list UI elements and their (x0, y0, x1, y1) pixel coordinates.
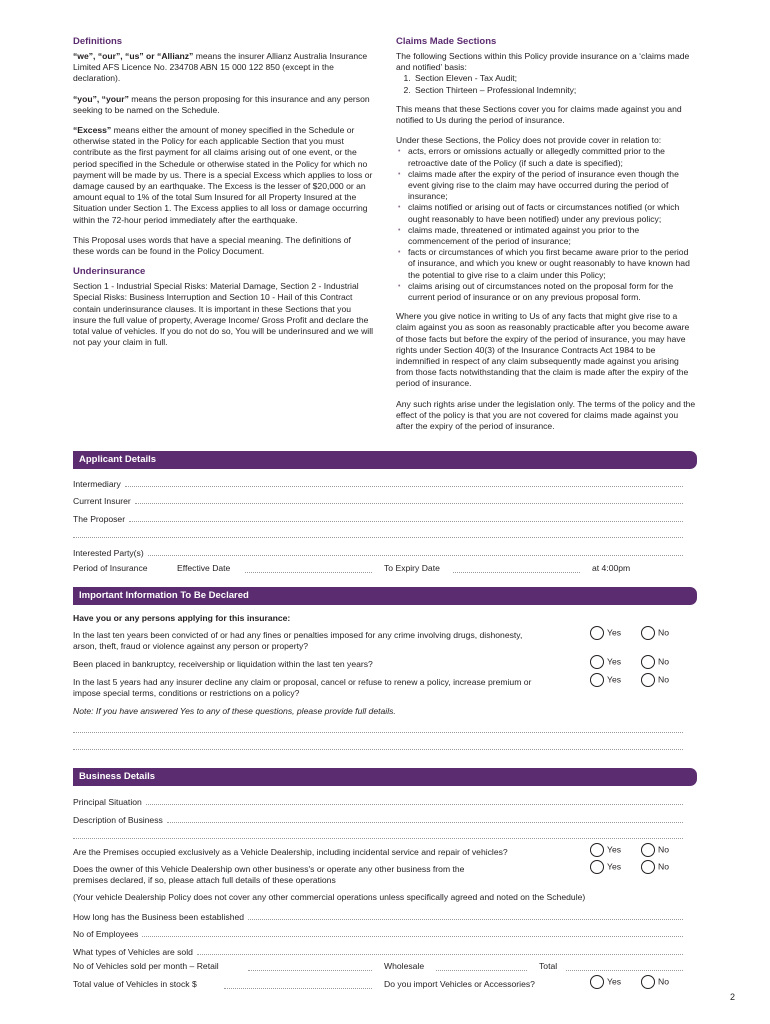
claims-made-heading: Claims Made Sections (396, 36, 497, 47)
convictions-no[interactable]: No (641, 626, 669, 642)
right-column (396, 36, 696, 441)
import-question: Do you import Vehicles or Accessories? (384, 979, 535, 989)
intermediary-input[interactable] (125, 477, 683, 487)
principal-situation-input[interactable] (146, 795, 683, 805)
question-insurer-decline: In the last 5 years had any insurer decline any claim or proposal, cancel or refuse to renew a policy, increase premium or impose special terms, conditions or restrictions on a policy? (73, 677, 532, 699)
bankruptcy-yes[interactable]: Yes (590, 655, 621, 671)
current-insurer-label: Current Insurer (73, 495, 131, 506)
wholesale-label: Wholesale (384, 961, 425, 971)
radio-circle-icon[interactable] (641, 655, 655, 669)
radio-circle-icon[interactable] (590, 626, 604, 640)
retail-sold-input[interactable] (248, 970, 372, 971)
business-established-field[interactable] (73, 909, 683, 923)
period-label: Period of Insurance (73, 563, 148, 573)
definition-we: “we”, “our”, “us” or “Allianz” means the insurer Allianz Australia Insurance Limited AFS Licence No. 234708 ABN 15 000 122 850 (except in the declaration). (73, 51, 368, 84)
radio-circle-icon[interactable] (590, 975, 604, 989)
radio-circle-icon[interactable] (641, 626, 655, 640)
effective-date-label: Effective Date (177, 563, 231, 573)
effective-date-input[interactable] (245, 572, 372, 573)
radio-circle-icon[interactable] (590, 655, 604, 669)
proposer-input[interactable] (129, 512, 683, 522)
description-input[interactable] (167, 813, 683, 823)
insurer-decline-no[interactable]: No (641, 673, 669, 689)
important-lead: Have you or any persons applying for this insurance: (73, 613, 291, 623)
total-label: Total (539, 961, 558, 971)
employees-field[interactable] (73, 926, 683, 940)
employees-input[interactable] (142, 927, 683, 937)
other-business-yes[interactable]: Yes (590, 860, 621, 876)
underinsurance-text: Section 1 - Industrial Special Risks: Material Damage, Section 2 - Industrial Special Risks: Business Interruption and Section 10 - Hail of this Contract contain underinsurance clauses. It is important in these Sections that you insure the full value of property, Average Income/ Gross Profit and declare the total value of vehicles. If you do not do so, You will be underinsured and we will not pay your claim in full. (73, 281, 374, 348)
principal-situation-label: Principal Situation (73, 796, 142, 807)
list-item: 1. Section Eleven - Tax Audit; (413, 73, 696, 84)
current-insurer-input[interactable] (135, 494, 683, 504)
business-established-input[interactable] (248, 910, 683, 920)
question-convictions: In the last ten years been convicted of or had any fines or penalties imposed for any crime involving drugs, dishonesty, arson, theft, fraud or violence against any person or property? (73, 630, 523, 652)
definitions-heading: Definitions (73, 36, 123, 47)
important-info-banner: Important Information To Be Declared (73, 587, 697, 605)
premises-no[interactable]: No (641, 843, 669, 859)
claims-notice: Where you give notice in writing to Us of any facts that might give rise to a claim against you as soon as reasonably practicable after you become aware of those facts but before the expiry of the period of insurance, you may have rights under Section 40(3) of the Insurance Contracts Act 1984 to be indemnified in respect of any claim subsequently made against you arising from those facts notwithstanding that the claim is made after the expiry of the period of insurance. (396, 311, 690, 389)
question-bankruptcy: Been placed in bankruptcy, receivership or liquidation within the last ten years? (73, 659, 373, 669)
interested-party-input[interactable] (148, 546, 683, 556)
expiry-date-input[interactable] (453, 572, 580, 573)
import-yes[interactable]: Yes (590, 975, 621, 991)
claims-means: This means that these Sections cover you for claims made against you and notified to Us during the period of insurance. (396, 103, 682, 126)
details-line-2[interactable] (73, 749, 683, 750)
interested-party-label: Interested Party(s) (73, 547, 144, 558)
policy-note: (Your vehicle Dealership Policy does not cover any other commercial operations unless specifically agreed and noted on the Schedule) (73, 892, 586, 902)
radio-circle-icon[interactable] (641, 860, 655, 874)
list-item: 2. Section Thirteen – Professional Indemnity; (413, 85, 696, 96)
expiry-time-label: at 4:00pm (592, 563, 631, 573)
insurer-decline-yes[interactable]: Yes (590, 673, 621, 689)
underinsurance-heading: Underinsurance (73, 266, 146, 278)
intermediary-label: Intermediary (73, 478, 121, 489)
page-number: 2 (730, 992, 736, 1002)
description-label: Description of Business (73, 814, 163, 825)
applicant-details-banner: Applicant Details (73, 451, 697, 469)
intermediary-field[interactable] (73, 476, 683, 490)
question-premises: Are the Premises occupied exclusively as a Vehicle Dealership, including incidental service and repair of vehicles? (73, 847, 508, 857)
claims-exclusions-list (396, 146, 696, 303)
definition-you: “you”, “your” means the person proposing for this insurance and any person seeking to be named on the Schedule. (73, 93, 370, 115)
list-item: • acts, errors or omissions actually or allegedly committed prior to the retroactive date of the Policy (if such a date is specified); (408, 146, 696, 168)
proposer-field[interactable] (73, 511, 683, 525)
radio-circle-icon[interactable] (590, 843, 604, 857)
details-line-1[interactable] (73, 732, 683, 733)
vehicle-types-input[interactable] (197, 945, 683, 955)
radio-circle-icon[interactable] (641, 843, 655, 857)
stock-value-input[interactable] (224, 988, 372, 989)
list-item: • facts or circumstances of which you first became aware prior to the period of insurance, and which you knew or ought reasonably to have known had the potential to give rise to a claim under this Policy; (408, 247, 696, 281)
radio-circle-icon[interactable] (641, 975, 655, 989)
left-column (73, 36, 373, 357)
description-extra-line[interactable] (73, 838, 683, 839)
radio-circle-icon[interactable] (590, 673, 604, 687)
claims-intro: The following Sections within this Policy provide insurance on a ‘claims made and notified’ basis: (396, 51, 690, 73)
proposer-extra-line[interactable] (73, 537, 683, 538)
other-business-no[interactable]: No (641, 860, 669, 876)
interested-party-field[interactable] (73, 545, 683, 559)
business-established-label: How long has the Business been established (73, 911, 245, 922)
bankruptcy-no[interactable]: No (641, 655, 669, 671)
definition-excess: “Excess” means either the amount of money specified in the Schedule or otherwise stated in the Policy for each applicable Section that you must contribute as the first payment for all claims arising out of one event, or the period specified in the Schedule or otherwise stated in the Policy for which no payment will be made by us. There is a special Excess which applies to loss or damage caused by an earthquake. The Excess is the lesser of $20,000 or an amount equal to 1% of the total Sum Insured for all Property Insured at the Situation under Section 1. The Excess applies to all loss or damage occurring within the 72-hour period immediately after the earthquake. (73, 125, 373, 225)
principal-situation-field[interactable] (73, 794, 683, 808)
radio-circle-icon[interactable] (590, 860, 604, 874)
vehicle-types-label: What types of Vehicles are sold (73, 946, 193, 957)
description-field[interactable] (73, 812, 683, 826)
important-note: Note: If you have answered Yes to any of these questions, please provide full details. (73, 706, 396, 716)
import-no[interactable]: No (641, 975, 669, 991)
expiry-date-label: To Expiry Date (384, 563, 440, 573)
convictions-yes[interactable]: Yes (590, 626, 621, 642)
current-insurer-field[interactable] (73, 493, 683, 507)
claims-sections-list (396, 73, 696, 95)
list-item: • claims made after the expiry of the period of insurance even though the event giving rise to the claim may have occurred during the period of insurance; (408, 169, 696, 203)
definition-special-meaning: This Proposal uses words that have a special meaning. The definitions of these words can be found in the Policy Document. (73, 234, 351, 257)
employees-label: No of Employees (73, 928, 139, 939)
wholesale-input[interactable] (436, 970, 527, 971)
list-item: • claims arising out of circumstances noted on the proposal form for the current period of insurance or on any previous proposal form. (408, 281, 696, 303)
claims-under: Under these Sections, the Policy does not provide cover in relation to: (396, 135, 662, 146)
proposer-label: The Proposer (73, 513, 126, 524)
list-item: • claims notified or arising out of facts or circumstances notified (or which ought reasonably to have been notified) under any previous policy; (408, 202, 696, 224)
retail-sold-label: No of Vehicles sold per month – Retail (73, 961, 219, 971)
vehicle-types-field[interactable] (73, 944, 683, 958)
stock-value-label: Total value of Vehicles in stock $ (73, 979, 197, 989)
total-input[interactable] (566, 970, 683, 971)
claims-rights: Any such rights arise under the legislation only. The terms of the policy and the effect of the policy is that you are not covered for claims made against you after the expiry of the period of insurance. (396, 398, 696, 432)
business-details-banner: Business Details (73, 768, 697, 786)
list-item: • claims made, threatened or intimated against you prior to the commencement of the period of insurance; (408, 225, 696, 247)
premises-yes[interactable]: Yes (590, 843, 621, 859)
question-other-business: Does the owner of this Vehicle Dealership own other business's or operate any other business from the premises declared, if so, please attach full details of these operations (73, 864, 465, 886)
radio-circle-icon[interactable] (641, 673, 655, 687)
